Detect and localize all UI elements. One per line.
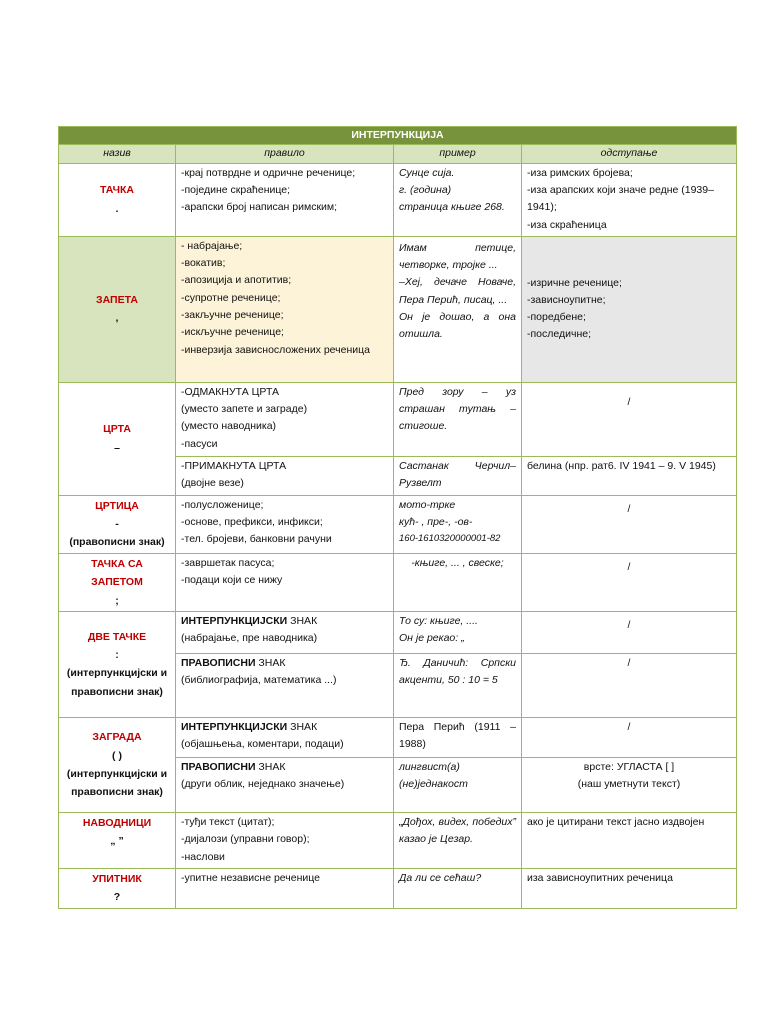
name-navodnici: НАВОДНИЦИ „ ” xyxy=(59,812,176,868)
table-row xyxy=(59,611,737,653)
example-dve-tacke-2: Ђ. Даничић: Српски акценти, 50 : 10 = 5 xyxy=(394,653,522,717)
example-crta-1: Пред зору – уз страшан тутањ – стигоше. xyxy=(394,382,522,456)
example-dve-tacke-1: То су: књиге, .... Он је рекао: „ xyxy=(394,611,522,653)
rule-tacka: -крај потврдне и одричне реченице; -поједине скраћенице; -арапски број написан римским; xyxy=(176,163,394,236)
table-row xyxy=(59,495,737,553)
header-pravilo: правило xyxy=(176,145,394,163)
name-upitnik: УПИТНИК ? xyxy=(59,868,176,908)
name-crta: ЦРТА – xyxy=(59,382,176,495)
table-row xyxy=(59,236,737,382)
example-upitnik: Да ли се сећаш? xyxy=(394,868,522,908)
table-row xyxy=(59,163,737,236)
exception-crta-2: белина (нпр. рат6. IV 1941 – 9. V 1945) xyxy=(522,456,737,495)
rule-upitnik: -упитне независне реченице xyxy=(176,868,394,908)
exception-zagrada-1: / xyxy=(522,717,737,757)
table-row xyxy=(59,553,737,611)
rule-tacka-zapeta: -завршетак пасуса; -подаци који се нижу xyxy=(176,553,394,611)
exception-dve-tacke-2: / xyxy=(522,653,737,717)
example-zagrada-1: Пера Перић (1911 – 1988) xyxy=(394,717,522,757)
table-row xyxy=(59,717,737,757)
rule-crta-2: -ПРИМАКНУТА ЦРТА (двојне везе) xyxy=(176,456,394,495)
name-tacka-zapeta: ТАЧКА СА ЗАПЕТОМ ; xyxy=(59,553,176,611)
rule-dve-tacke-1: ИНТЕРПУНКЦИЈСКИ ЗНАК (набрајање, пре наводника) xyxy=(176,611,394,653)
exception-upitnik: иза зависноупитних реченица xyxy=(522,868,737,908)
table-row xyxy=(59,868,737,908)
rule-zapeta: - набрајање; -вокатив; -апозиција и апотитив; -супротне реченице; -закључне реченице; -искључне реченице; -инверзија зависносложених реченица xyxy=(176,236,394,382)
example-zapeta: Имам петице, четворке, тројке ... –Хеј, дечаче Новаче, Пера Перић, писац, ... Он је дошао, а она отишла. xyxy=(394,236,522,382)
exception-crta-1: / xyxy=(522,382,737,456)
example-tacka-zapeta: -књиге, ... , свеске; xyxy=(394,553,522,611)
rule-zagrada-1: ИНТЕРПУНКЦИЈСКИ ЗНАК (објашњења, коментари, подаци) xyxy=(176,717,394,757)
header-naziv: назив xyxy=(59,145,176,163)
punctuation-table xyxy=(58,126,737,909)
table-row xyxy=(59,382,737,456)
example-crta-2: Састанак Черчил–Рузвелт xyxy=(394,456,522,495)
rule-zagrada-2: ПРАВОПИСНИ ЗНАК (други облик, неједнако значење) xyxy=(176,757,394,812)
example-navodnici: „Дођох, видех, победих” казао је Цезар. xyxy=(394,812,522,868)
name-dve-tacke: ДВЕ ТАЧКЕ : (интерпункцијски и правописни знак) xyxy=(59,611,176,717)
rule-navodnici: -туђи текст (цитат); -дијалози (управни говор); -наслови xyxy=(176,812,394,868)
exception-crtica: / xyxy=(522,495,737,553)
rule-crtica: -полусложенице; -основе, префикси, инфикси; -тел. бројеви, банковни рачуни xyxy=(176,495,394,553)
table-row xyxy=(59,812,737,868)
example-crtica: мото-трке кућ- , пре-, -ов- 160-1610320000001-82 xyxy=(394,495,522,553)
name-crtica: ЦРТИЦА - (правописни знак) xyxy=(59,495,176,553)
exception-zapeta: -изричне реченице; -зависноупитне; -поредбене; -последичне; xyxy=(522,236,737,382)
exception-tacka-zapeta: / xyxy=(522,553,737,611)
exception-dve-tacke-1: / xyxy=(522,611,737,653)
name-tacka: ТАЧКА . xyxy=(59,163,176,236)
exception-navodnici: ако је цитирани текст јасно издвојен xyxy=(522,812,737,868)
rule-dve-tacke-2: ПРАВОПИСНИ ЗНАК (библиографија, математика ...) xyxy=(176,653,394,717)
header-primer: пример xyxy=(394,145,522,163)
name-zagrada: ЗАГРАДА ( ) (интерпункцијски и правописни знак) xyxy=(59,717,176,812)
table-title: ИНТЕРПУНКЦИЈА xyxy=(59,127,737,145)
header-odstupanje: одступање xyxy=(522,145,737,163)
exception-tacka: -иза римских бројева; -иза арапских који значе редне (1939–1941); -иза скраћеница xyxy=(522,163,737,236)
example-zagrada-2: лингвист(а) (не)једнакост xyxy=(394,757,522,812)
exception-zagrada-2: врсте: УГЛАСТА [ ] (наш уметнути текст) xyxy=(522,757,737,812)
rule-crta-1: -ОДМАКНУТА ЦРТА (уместо запете и заграде) (уместо наводника) -пасуси xyxy=(176,382,394,456)
example-tacka: Сунце сија. г. (година) страница књиге 268. xyxy=(394,163,522,236)
name-zapeta: ЗАПЕТА , xyxy=(59,236,176,382)
